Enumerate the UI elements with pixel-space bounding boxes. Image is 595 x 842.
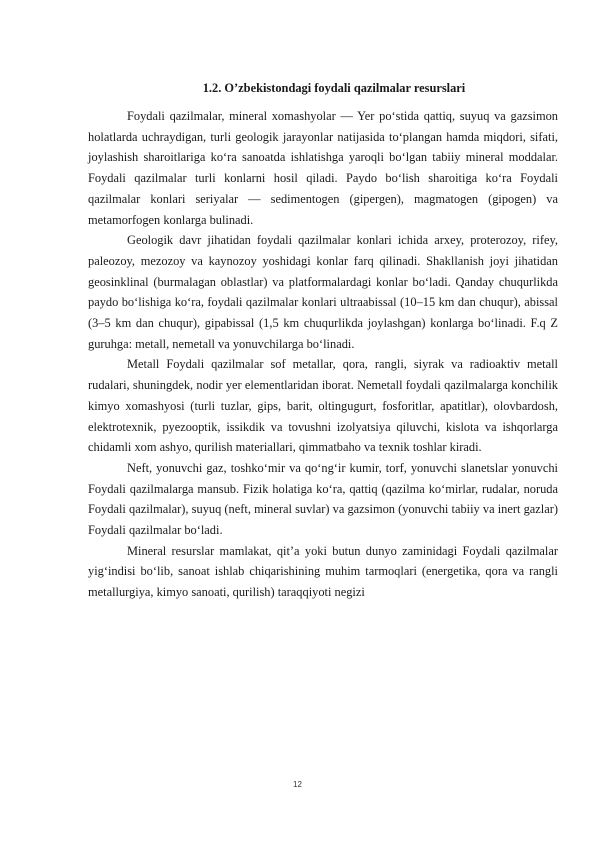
paragraph-fuel-minerals: Neft, yonuvchi gaz, toshko‘mir va qo‘ng‘ir kumir, torf, yonuvchi slanetslar yonuvchi Foydali qazilmalarga mansub. Fizik holatiga ko‘ra, qattiq (qazilma ko‘mirlar, rudalar, noruda Foydali qazilmalar), suyuq (neft, mineral suvlar) va gazsimon (yonuvchi tabiiy va inert gazlar) Foydali qazilmalar bo‘ladi. — [88, 460, 558, 538]
paragraph-mineral-resources: Mineral resurslar mamlakat, qit’a yoki butun dunyo zaminidagi Foydali qazilmalar yig‘indisi bo‘lib, sanoat ishlab chiqarishining muhim tarmoqlari (energetika, qora va rangli metallurgiya, kimyo sanoati, qurilish) taraqqiyoti negizi — [88, 543, 558, 600]
paragraph-metal-nonmetal: Metall Foydali qazilmalar sof metallar, qora, rangli, siyrak va radioaktiv metall rudalari, shuningdek, nodir yer elementlaridan iborat. Nemetall foydali qazilmalarga konchilik kimyo xomashyosi (turli tuzlar, gips, barit, oltingugurt, fosforitlar, apatitlar), olovbardosh, elektrotexnik, pyezooptik, issikdik va tovushni izolyatsiya qiluvchi, kislota va ishqorlarga chidamli xom ashyo, qurilish materiallari, qimmatbaho va texnik toshlar kiradi. — [88, 357, 558, 455]
section-heading: 1.2. O’zbekistondagi foydali qazilmalar resurslari — [202, 81, 466, 95]
document-page — [88, 78, 558, 603]
paragraph-definition: Foydali qazilmalar, mineral xomashyolar — Yer po‘stida qattiq, suyuq va gazsimon holatlarda uchraydigan, turli geologik jarayonlar natijasida to‘plangan hamda miqdori, sifati, joylashish sharoitlariga ko‘ra sanoatda ishlatishga yaroqli bo‘lgan tabiiy mineral moddalar. Foydali qazilmalar turli konlarni hosil qiladi. Paydo bo‘lish sharoitiga ko‘ra Foydali qazilmalar konlari seriyalar — sedimentogen (gipergen), magmatogen (gipogen) va metamorfogen konlarga bulinadi. — [88, 109, 558, 227]
page-number: 12 — [293, 780, 302, 789]
paragraph-geologic-age: Geologik davr jihatidan foydali qazilmalar konlari ichida arxey, proterozoy, rifey, paleozoy, mezozoy va kaynozoy yoshidagi konlar farq qilinadi. Shakllanish joyi jihatidan geosinklinal (burmalagan oblastlar) va platformalardagi konlar bo‘ladi. Qanday chuqurlikda paydo bo‘lishiga ko‘ra, foydali qazilmalar konlari ultraabissal (10–15 km dan chuqur), abissal (3–5 km dan chuqur), gipabissal (1,5 km chuqurlikda joylashgan) konlarga bo‘linadi. F.q Z guruhga: metall, nemetall va yonuvchilarga bo‘linadi. — [88, 233, 558, 351]
